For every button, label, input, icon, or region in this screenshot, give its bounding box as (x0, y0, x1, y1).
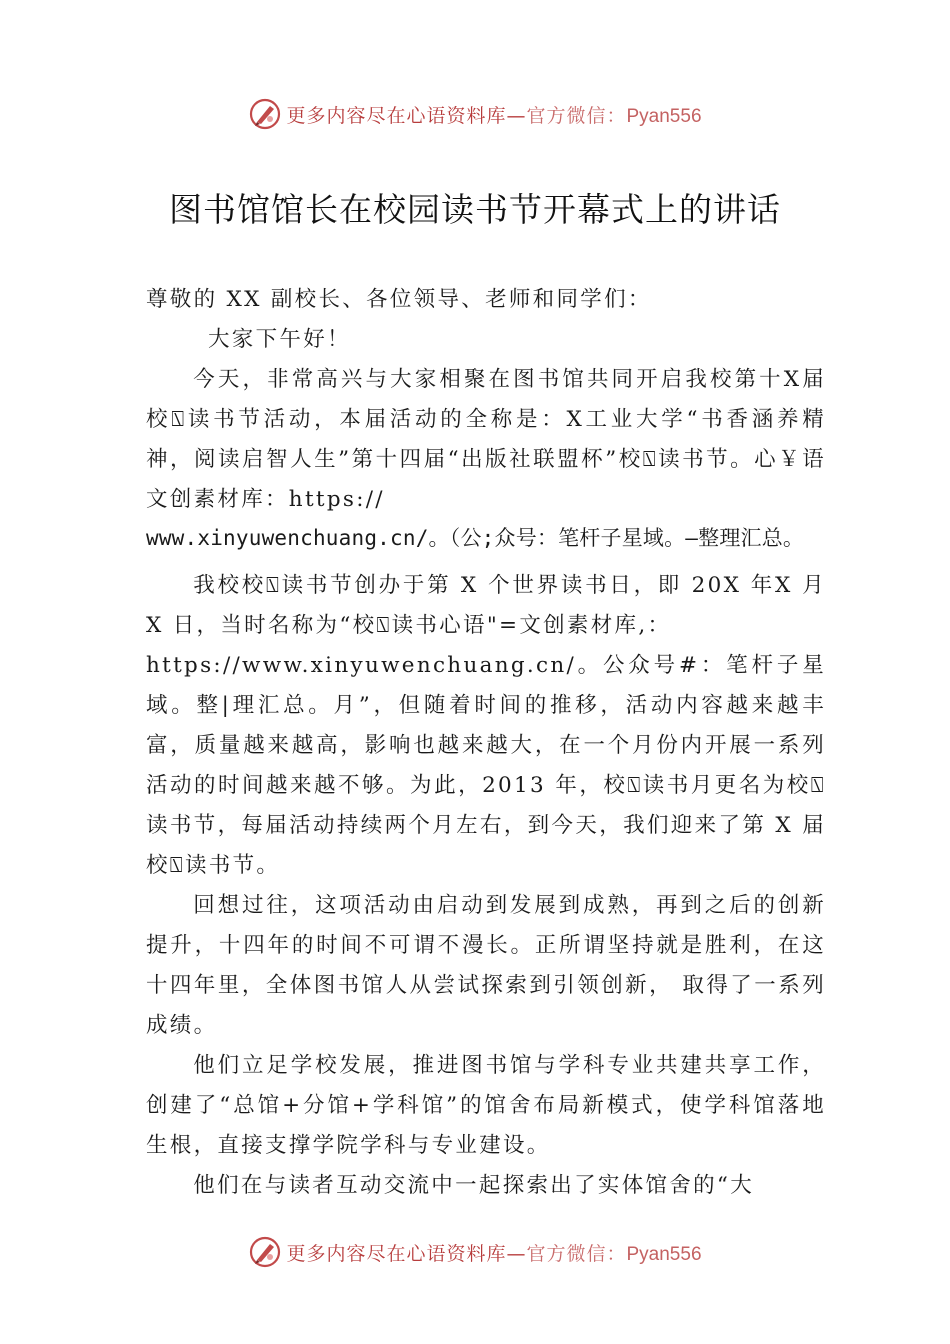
paragraph-1: 今天，非常高兴与大家相聚在图书馆共同开启我校第十X届校⍂读书节活动，本届活动的全称是：X工业大学“书香涵养精神，阅读启智人生”第十四届“出版社联盟杯”校⍂读书节。心￥语文创素材库：https:// (146, 367, 826, 512)
header-brand-text: 更多内容尽在心语资料库 (286, 104, 507, 127)
document-body (146, 280, 826, 1206)
paragraph-1-url-line: www.xinyuwenchuang.cn/。（公;众号：笔杆子星域。—整理汇总。 (146, 526, 805, 550)
document-title: 图书馆馆长在校园读书节开幕式上的讲话 (169, 190, 781, 229)
header-dash: — (506, 104, 527, 127)
pen-circle-logo-icon (248, 1235, 282, 1269)
footer-brand-text: 更多内容尽在心语资料库 (286, 1242, 507, 1265)
footer-wechat-handle: Pyan556 (626, 1243, 702, 1265)
greeting: 大家下午好！ (208, 327, 351, 352)
salutation: 尊敬的 XX 副校长、各位领导、老师和同学们： (146, 287, 652, 312)
header-wechat-handle: Pyan556 (626, 105, 702, 127)
footer-wechat-label: 官方微信： (526, 1242, 627, 1265)
header-brand-line (286, 101, 701, 128)
paragraph-5: 他们在与读者互动交流中一起探索出了实体馆舍的“大 (193, 1173, 754, 1198)
paragraph-4: 他们立足学校发展，推进图书馆与学科专业共建共享工作，创建了“总馆+分馆+学科馆”的馆舍布局新模式，使学科馆落地生根，直接支撑学院学科与专业建设。 (146, 1053, 826, 1158)
footer-dash: — (506, 1242, 527, 1265)
footer-brand-line (286, 1239, 701, 1266)
header-banner (0, 94, 950, 134)
paragraph-2b: https://www.xinyuwenchuang.cn/。公众号#：笔杆子星域。整|理汇总。月”，但随着时间的推移，活动内容越来越丰富，质量越来越高，影响也越来越大，在一个月份内开展一系列活动的时间越来越不够。为此，2013 年，校⍂读书月更名为校⍂读书节，每届活动持续两个月左右，到今天，我们迎来了第 X 届校⍂读书节。 (146, 653, 826, 878)
paragraph-3: 回想过往，这项活动由启动到发展到成熟，再到之后的创新提升，十四年的时间不可谓不漫长。正所谓坚持就是胜利，在这十四年里，全体图书馆人从尝试探索到引领创新， 取得了一系列成绩。 (146, 893, 826, 1038)
header-wechat-label: 官方微信： (526, 104, 627, 127)
footer-banner (0, 1232, 950, 1272)
pen-circle-logo-icon (248, 97, 282, 131)
paragraph-2a: 我校校⍂读书节创办于第 X 个世界读书日，即 20X 年X 月 X 日，当时名称为“校⍂读书心语"=文创素材库,： (146, 573, 826, 638)
